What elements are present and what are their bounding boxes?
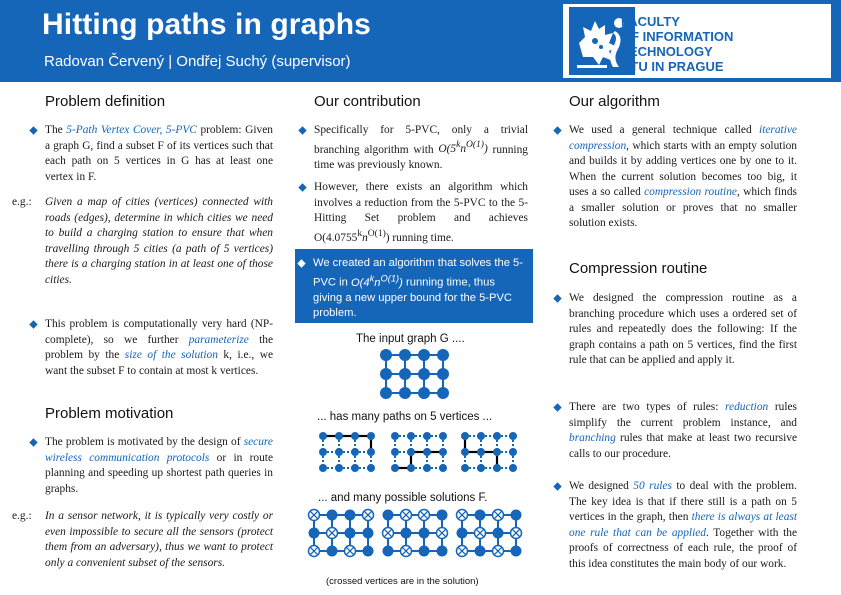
graph-vertex [380, 387, 392, 399]
compression-routine-title: Compression routine [569, 260, 708, 277]
poster-header [0, 0, 841, 82]
text-run: the problem by the [45, 333, 273, 361]
graph-vertex [319, 464, 327, 472]
example-sensors [12, 509, 273, 571]
graph-vertex [437, 546, 448, 557]
graph-vertex [493, 448, 501, 456]
graph-vertex [457, 528, 468, 539]
input-graph-diagram [379, 348, 451, 408]
math-run: n [362, 231, 368, 244]
graph-vertex [419, 546, 430, 557]
text-run: However, there exists an algorithm which involves a reduction from the 5-PVC to the 5-Hitting Set problem and achieves O(4.0755 [314, 181, 528, 244]
graph-vertex [477, 432, 485, 440]
graph-vertex [380, 349, 392, 361]
text-run: We used a general technique called [569, 124, 760, 136]
text-run: ) running time. [385, 231, 454, 244]
graph-vertex [511, 510, 522, 521]
compression-text-2 [569, 400, 797, 462]
eg-label: e.g.: [12, 196, 32, 208]
example-cities [12, 195, 273, 288]
poster-authors: Radovan Červený | Ondřej Suchý (supervisor) [44, 53, 351, 70]
faculty-name [621, 14, 733, 74]
graph-vertex [509, 464, 517, 472]
compression-text-1: We designed the compression routine as a branching procedure which uses a ordered set of rules and repeatedly does the following: If the graph contains a path on 5 vertices, find the first rule that can be applied and apply it. [569, 291, 797, 369]
graph-vertex [477, 464, 485, 472]
math-sup: k [357, 228, 363, 239]
highlight-50-rules: 50 rules [633, 480, 672, 492]
graph-vertex [493, 528, 504, 539]
highlight-key-idea: there is always at least one rule that can be applied [569, 511, 798, 539]
caption-input-graph: The input graph G .... [356, 333, 465, 345]
text-run: rules that make at least two recursive calls to our procedure. [569, 432, 797, 460]
graph-vertex [363, 528, 374, 539]
math-sup: O(1) [380, 273, 400, 283]
logo-line-4: CTU IN PRAGUE [621, 59, 724, 74]
graph-vertex [475, 546, 486, 557]
our-algorithm-title: Our algorithm [569, 93, 660, 110]
text-run: or in route planning and speeding up shortest path queries in graphs. [45, 451, 274, 495]
graph-vertex [509, 432, 517, 440]
graph-vertex [437, 368, 449, 380]
faculty-logo [563, 4, 831, 78]
highlight-solution-size: size of the solution [124, 349, 218, 361]
graph-vertex [407, 464, 415, 472]
graph-vertex [418, 387, 430, 399]
contribution-result [313, 256, 525, 321]
graph-vertex [461, 448, 469, 456]
problem-name: 5-Path Vertex Cover, 5-PVC [66, 124, 197, 136]
text-run: . Together with the proofs of correctness of each rule, the proof of this idea constitutes the main body of our work. [569, 526, 797, 570]
example-text: In a sensor network, it is typically very costly or even impossible to secure all the sensors (protect them from an adversary), thus we want to protect only a convenient subset of the sensors. [45, 510, 273, 569]
graph-vertex [418, 368, 430, 380]
our-contribution-title: Our contribution [314, 93, 421, 110]
text-run: , which starts with an empty solution and builds it by adding vertices one by one to it. When the current solution becomes too big, it uses a so called [569, 139, 797, 198]
graph-vertex [439, 464, 447, 472]
graph-vertex [327, 510, 338, 521]
text-run: problem: Given a graph G, find a subset F of its vertices such that each path on 5 vertices in G has at least one vertex in F. [45, 124, 273, 183]
graph-vertex [351, 464, 359, 472]
graph-vertex [461, 464, 469, 472]
graph-vertex [335, 464, 343, 472]
graph-vertex [509, 448, 517, 456]
highlight-reduction: reduction [725, 401, 769, 413]
graph-vertex [367, 448, 375, 456]
motivation-text [45, 435, 273, 497]
graph-vertex [351, 448, 359, 456]
graph-vertex [399, 387, 411, 399]
graph-vertex [437, 510, 448, 521]
text-run: We created an algorithm that solves the 5-PVC in [313, 257, 523, 289]
algorithm-text [569, 123, 797, 232]
math-run: ) [399, 276, 403, 289]
contribution-previous [314, 123, 528, 173]
highlight-parameterize: parameterize [188, 333, 249, 346]
contribution-reduction [314, 180, 528, 246]
graph-vertex [367, 432, 375, 440]
caption-many-paths: ... has many paths on 5 vertices ... [317, 411, 493, 423]
highlight-iterative-compression: iterative compression [569, 124, 797, 152]
graph-vertex [477, 448, 485, 456]
graph-vertex [461, 432, 469, 440]
graph-vertex [407, 432, 415, 440]
graph-vertex [319, 432, 327, 440]
graph-vertex [493, 432, 501, 440]
crossed-vertices-note: (crossed vertices are in the solution) [326, 576, 479, 587]
graph-vertex [367, 464, 375, 472]
graph-vertex [351, 432, 359, 440]
highlight-branching: branching [569, 432, 616, 444]
graph-vertex [493, 464, 501, 472]
math-run: O(5 [438, 143, 457, 156]
compression-text-3 [569, 479, 797, 572]
text-run: There are two types of rules: [569, 401, 725, 413]
problem-motivation-title: Problem motivation [45, 405, 174, 422]
example-text: Given a map of cities (vertices) connected with roads (edges), determine in which cities we need to build a charging station to ensure that when travelling through 5 cities (a path of 5 vertices) there is a charging station in at least one of those cities. [45, 196, 273, 286]
text-run: k, i.e., we want the subset F to contain at most k vertices. [45, 349, 273, 377]
paths-diagram [313, 426, 525, 488]
graph-vertex [399, 368, 411, 380]
graph-vertex [399, 349, 411, 361]
graph-vertex [383, 546, 394, 557]
logo-line-1: FACULTY [621, 14, 680, 29]
highlight-compression-routine: compression routine [644, 186, 737, 198]
eg-label: e.g.: [12, 510, 32, 522]
graph-vertex [391, 464, 399, 472]
graph-vertex [309, 528, 320, 539]
graph-vertex [345, 528, 356, 539]
graph-vertex [391, 432, 399, 440]
math-run: n [374, 276, 381, 289]
graph-vertex [439, 448, 447, 456]
text-run: We designed [569, 480, 634, 492]
solutions-diagram [306, 507, 528, 571]
poster-title: Hitting paths in graphs [42, 8, 371, 41]
graph-vertex [383, 510, 394, 521]
math-sup: k [456, 140, 461, 151]
graph-vertex [475, 510, 486, 521]
text-run: running time, thus giving a new upper bound for the 5-PVC problem. [313, 276, 513, 319]
highlight-secure-protocols: secure wireless communication protocols [45, 436, 273, 464]
graph-vertex [423, 432, 431, 440]
graph-vertex [345, 510, 356, 521]
math-sup: k [369, 273, 375, 283]
text-run: , which finds a smaller solution or proves that no smaller solution exists. [569, 186, 797, 229]
graph-vertex [327, 546, 338, 557]
graph-vertex [419, 528, 430, 539]
graph-vertex [439, 432, 447, 440]
parameterization-text [45, 317, 273, 379]
text-run: The [45, 124, 67, 136]
text-run: The problem is motivated by the design of [45, 436, 244, 448]
text-run: to deal with the problem. The key idea is that if there still is a path on 5 vertices in the graph, then [569, 480, 797, 523]
text-run: running time was previously known. [314, 143, 528, 171]
graph-vertex [335, 448, 343, 456]
text-run: Specifically for 5-PVC, only a trivial branching algorithm with [314, 124, 528, 156]
graph-vertex [391, 448, 399, 456]
contribution-highlight-box [295, 249, 533, 323]
graph-vertex [380, 368, 392, 380]
graph-vertex [401, 528, 412, 539]
graph-vertex [363, 546, 374, 557]
math-run: n [460, 143, 467, 156]
math-run: O(4 [350, 276, 370, 289]
graph-vertex [319, 448, 327, 456]
graph-vertex [437, 349, 449, 361]
logo-line-3: TECHNOLOGY [621, 44, 713, 59]
math-sup: O(1) [367, 228, 386, 239]
caption-solutions: ... and many possible solutions F. [318, 492, 488, 504]
math-run: ) [483, 143, 488, 156]
text-run: rules simplify the current problem instance, and [569, 401, 797, 429]
graph-vertex [407, 448, 415, 456]
problem-definition-text [45, 123, 273, 185]
math-sup: O(1) [466, 140, 484, 151]
graph-vertex [423, 448, 431, 456]
graph-vertex [423, 464, 431, 472]
graph-vertex [335, 432, 343, 440]
problem-definition-title: Problem definition [45, 93, 166, 110]
text-run: This problem is computationally very hard (NP-complete), so we further [45, 318, 273, 346]
graph-vertex [511, 546, 522, 557]
graph-vertex [418, 349, 430, 361]
graph-vertex [437, 387, 449, 399]
logo-line-2: OF INFORMATION [621, 29, 734, 44]
